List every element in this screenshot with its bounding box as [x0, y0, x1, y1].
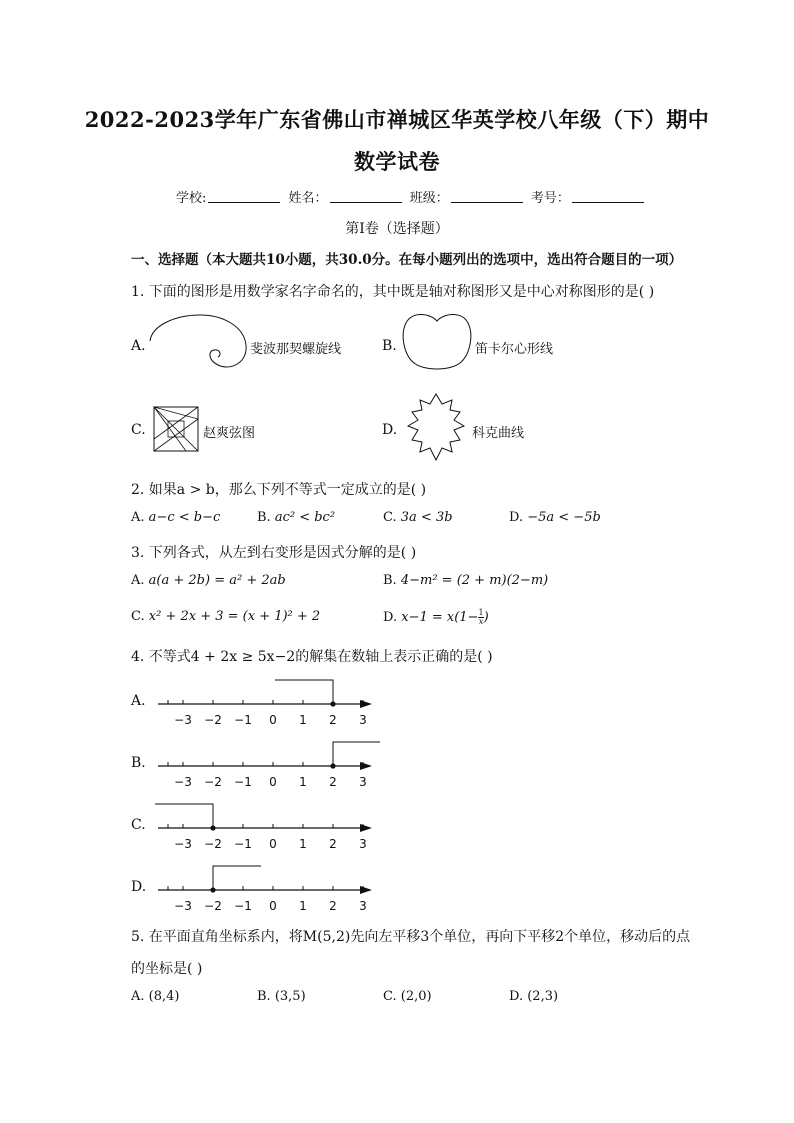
tick-label: −1 — [234, 837, 252, 851]
solid-point — [330, 701, 335, 706]
solution-bracket — [333, 742, 380, 766]
q3-option-c-letter: C. — [131, 609, 145, 624]
solid-point — [330, 763, 335, 768]
q4-option-a-number-line — [150, 678, 380, 730]
q3-option-a-letter: A. — [131, 573, 145, 588]
solution-bracket — [155, 804, 213, 828]
solid-point — [210, 825, 215, 830]
tick-label: −3 — [174, 837, 192, 851]
question-2-stem: 2. 如果a > b，那么下列不等式一定成立的是( ) — [131, 482, 427, 498]
q4-option-c-number-line — [150, 802, 380, 854]
student-info-fields — [176, 187, 648, 206]
tick-label: 2 — [329, 775, 337, 789]
question-4-stem: 4. 不等式4 + 2x ≥ 5x−2的解集在数轴上表示正确的是( ) — [131, 649, 493, 665]
tick-label: −2 — [204, 837, 222, 851]
exam-number-blank — [572, 190, 644, 203]
q2-option-c — [383, 510, 453, 525]
axis-arrow — [360, 700, 372, 708]
q2-option-b — [257, 510, 335, 525]
question-3-stem: 3. 下列各式，从左到右变形是因式分解的是( ) — [131, 545, 417, 561]
exam-number-label: 考号： — [530, 191, 570, 206]
tick-label: 3 — [359, 899, 367, 913]
class-label: 班级： — [409, 191, 449, 206]
name-blank — [330, 190, 402, 203]
solution-bracket — [275, 680, 333, 704]
q2-option-a — [131, 510, 220, 525]
q4-option-b-letter: B. — [131, 755, 146, 771]
q2-option-b-letter: B. — [257, 510, 271, 525]
solid-point — [210, 887, 215, 892]
q1-option-c-letter: C. — [131, 422, 146, 438]
q5-option-a — [131, 989, 180, 1004]
q4-option-d-number-line — [150, 864, 380, 916]
school-blank — [208, 190, 280, 203]
tick-label: 2 — [329, 713, 337, 727]
tick-label: 3 — [359, 775, 367, 789]
q2-option-d — [509, 510, 601, 525]
tick-label: −2 — [204, 713, 222, 727]
q5-option-b-text: (3,5) — [274, 989, 306, 1004]
q5-option-a-text: (8,4) — [148, 989, 180, 1004]
axis-arrow — [360, 762, 372, 770]
tick-label: 1 — [299, 775, 307, 789]
solution-bracket — [213, 866, 261, 890]
q2-option-a-text: a−c < b−c — [148, 510, 221, 525]
tick-label: −3 — [174, 899, 192, 913]
tick-label: 2 — [329, 899, 337, 913]
koch-snowflake-icon — [400, 392, 472, 464]
q2-option-c-text: 3a < 3b — [400, 510, 453, 525]
tick-label: 2 — [329, 837, 337, 851]
tick-label: 0 — [269, 837, 277, 851]
tick-label: 0 — [269, 713, 277, 727]
question-5-stem-line1: 5. 在平面直角坐标系内，将M(5,2)先向左平移3个单位，再向下平移2个单位，移动后的点 — [131, 929, 691, 945]
cardioid-icon — [400, 311, 474, 375]
q1-option-b-letter: B. — [382, 338, 397, 354]
q4-option-b-number-line — [150, 740, 380, 792]
tick-label: −1 — [234, 713, 252, 727]
q3-option-c — [131, 609, 320, 624]
section-heading: 一、选择题（本大题共10小题，共30.0分。在每小题列出的选项中，选出符合题目的一项） — [131, 252, 683, 268]
q2-option-a-letter: A. — [131, 510, 145, 525]
tick-label: 0 — [269, 775, 277, 789]
q1-option-d-caption: 科克曲线 — [472, 426, 525, 441]
tick-label: −1 — [234, 899, 252, 913]
tick-label: −2 — [204, 899, 222, 913]
q4-option-d-letter: D. — [131, 879, 147, 895]
tick-label: −2 — [204, 775, 222, 789]
q3-option-b — [383, 573, 548, 588]
question-5-stem-line2: 的坐标是( ) — [131, 961, 203, 977]
q1-option-b-caption: 笛卡尔心形线 — [475, 342, 554, 357]
q3-option-b-text: 4−m² = (2 + m)(2−m) — [400, 573, 549, 588]
page-subtitle: 数学试卷 — [354, 149, 440, 174]
q2-option-d-letter: D. — [509, 510, 524, 525]
q5-option-a-letter: A. — [131, 989, 145, 1004]
tick-label: 1 — [299, 713, 307, 727]
q1-option-d-letter: D. — [382, 422, 398, 438]
q1-option-a-caption: 斐波那契螺旋线 — [250, 342, 342, 357]
q1-option-c-caption: 赵爽弦图 — [203, 426, 256, 441]
q5-option-b — [257, 989, 306, 1004]
q5-option-d-text: (2,3) — [527, 989, 559, 1004]
q3-option-d-tail: ) — [483, 610, 489, 625]
q3-option-d — [383, 609, 489, 626]
q5-option-c-letter: C. — [383, 989, 397, 1004]
axis-arrow — [360, 824, 372, 832]
q3-option-a-text: a(a + 2b) = a² + 2ab — [148, 573, 286, 588]
tick-label: 0 — [269, 899, 277, 913]
tick-label: 3 — [359, 837, 367, 851]
axis-arrow — [360, 886, 372, 894]
zhao-shuang-diagram-icon — [152, 405, 200, 453]
tick-label: −1 — [234, 775, 252, 789]
tick-label: 1 — [299, 899, 307, 913]
q5-option-c — [383, 989, 432, 1004]
class-blank — [451, 190, 523, 203]
fibonacci-spiral-icon — [148, 313, 248, 373]
q4-option-c-letter: C. — [131, 817, 146, 833]
q3-option-b-letter: B. — [383, 573, 397, 588]
q3-option-d-letter: D. — [383, 610, 398, 625]
question-1-stem: 1. 下面的图形是用数学家名字命名的，其中既是轴对称图形又是中心对称图形的是( ) — [131, 284, 655, 300]
tick-label: −3 — [174, 775, 192, 789]
q3-option-a — [131, 573, 286, 588]
tick-label: −3 — [174, 713, 192, 727]
name-label: 姓名： — [288, 191, 328, 206]
part-heading: 第I卷（选择题） — [345, 221, 449, 237]
tick-label: 1 — [299, 837, 307, 851]
q5-option-d — [509, 989, 558, 1004]
q5-option-c-text: (2,0) — [400, 989, 432, 1004]
tick-label: 3 — [359, 713, 367, 727]
q5-option-d-letter: D. — [509, 989, 524, 1004]
fraction-denominator: x — [478, 617, 484, 626]
q3-option-c-text: x² + 2x + 3 = (x + 1)² + 2 — [148, 609, 321, 624]
q4-option-a-letter: A. — [131, 693, 146, 709]
school-label: 学校: — [176, 191, 207, 206]
fraction-numerator: 1 — [478, 608, 484, 617]
q2-option-c-letter: C. — [383, 510, 397, 525]
q3-option-d-text: x−1 = x(1− — [401, 610, 479, 625]
page-title: 2022-2023学年广东省佛山市禅城区华英学校八年级（下）期中 — [84, 107, 710, 132]
q5-option-b-letter: B. — [257, 989, 271, 1004]
q2-option-b-text: ac² < bc² — [274, 510, 336, 525]
q1-option-a-letter: A. — [131, 338, 146, 354]
q2-option-d-text: −5a < −5b — [527, 510, 601, 525]
